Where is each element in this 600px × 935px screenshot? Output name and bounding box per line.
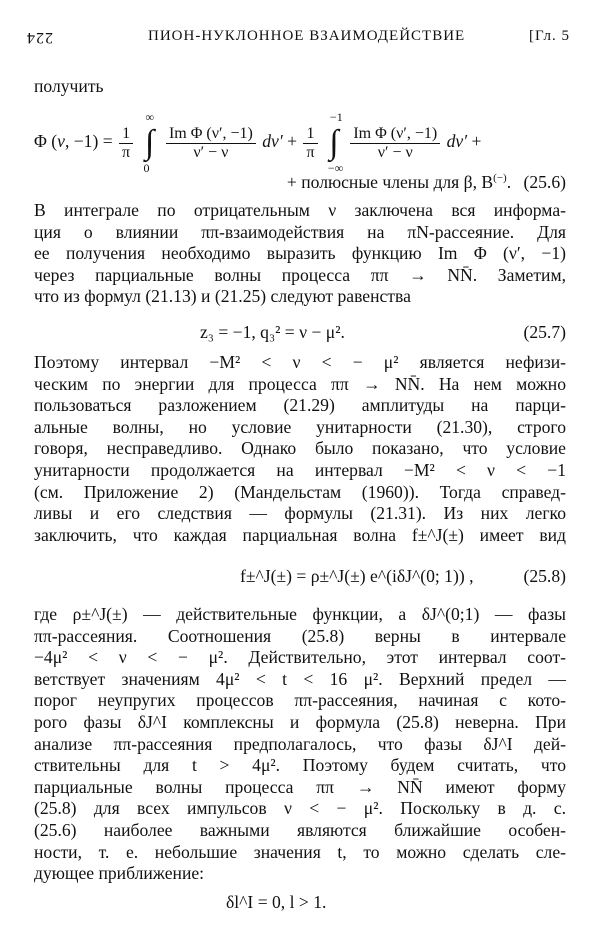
equation-25-8: f±^J(±) = ρ±^J(±) e^(iδJ^(0; 1)) , (25.8) <box>240 566 566 586</box>
intro-text: получить <box>34 76 104 96</box>
page-number: 224 <box>26 29 53 46</box>
equation-number: (25.6) <box>523 172 566 192</box>
paragraph-1: В интеграле по отрицательным ν заключена вся информа- ция о влиянии ππ-взаимодействия на πN-рассеяние. Для ее получения необходимо выразить функцию Im Φ (ν′, −1) через парциальные волны процесса ππ → NN̄. Заметим, что из формул (21.13) и (21.25) следуют равенства <box>34 200 566 307</box>
paragraph-3: где ρ±^J(±) — действительные функции, а δJ^(0;1) — фазы ππ-рассеяния. Соотношения (25.8) верны в интервале −4μ² < ν < − μ². Действительно, этот интервал соот- ветствует значениям 4μ² < t < 16 μ². Верхний предел — порог неупругих процессов ππ-рассеяния, начиная с кото- рого фазы δJ^I комплексны и формула (25.8) неверна. При анализе ππ-рассеяния предполагалось, что фазы δJ^I дей- ствительны для t > 4μ². Поэтому будем считать, что парциальные волны процесса ππ → NN̄ имеют форму (25.8) для всех импульсов ν < − μ². Поскольку в д. с. (25.6) наиболее важными являются ближайшие особен- ности, т. е. небольшие значения t, то можно сделать сле- дующее приближение: <box>34 604 566 884</box>
equation-number: (25.8) <box>523 566 566 586</box>
chapter-label: [Гл. 5 <box>528 28 570 44</box>
equation-25-7: z₃ = −1, q₃² = ν − μ². (25.7) <box>200 322 566 342</box>
paragraph-2: Поэтому интервал −M² < ν < − μ² является нефизи- ческим по энергии для процесса ππ → NN̄. На нем можно пользоваться разложением (21.29) амплитуды на парци- альные волны, но условие унитарности (21.30), строго говоря, несправедливо. Однако было показано, что условие унитарности продолжается на интервал −M² < ν < −1 (см. Приложение 2) (Мандельстам (1960)). Тогда справед- ливы и его следствия — формулы (21.31). Из них легко заключить, что каждая парциальная волна f±^J(±) имеет вид <box>34 352 566 545</box>
equation-25-6-tail: + полюсные члены для β, B(−). (25.6) <box>286 172 566 192</box>
page-header <box>26 28 570 50</box>
equation-25-6: Φ (ν, −1) = $\frac{1}{\pi}$ ∫ ∞ 0 $\frac{\text{Im Φ (ν′, −1)}}{\nu' - \nu}$ dν′ + $\frac{1}{\pi}$ ∫ −1 −∞ $\frac{\text{Im Φ (ν′, −1)}}{\nu' - \nu}$ dν′ + <box>34 110 482 175</box>
running-title: ПИОН-НУКЛОННОЕ ВЗАИМОДЕЙСТВИЕ <box>148 28 466 44</box>
equation-number: (25.7) <box>523 322 566 342</box>
equation-final: δl^I = 0, l > 1. <box>226 892 327 912</box>
